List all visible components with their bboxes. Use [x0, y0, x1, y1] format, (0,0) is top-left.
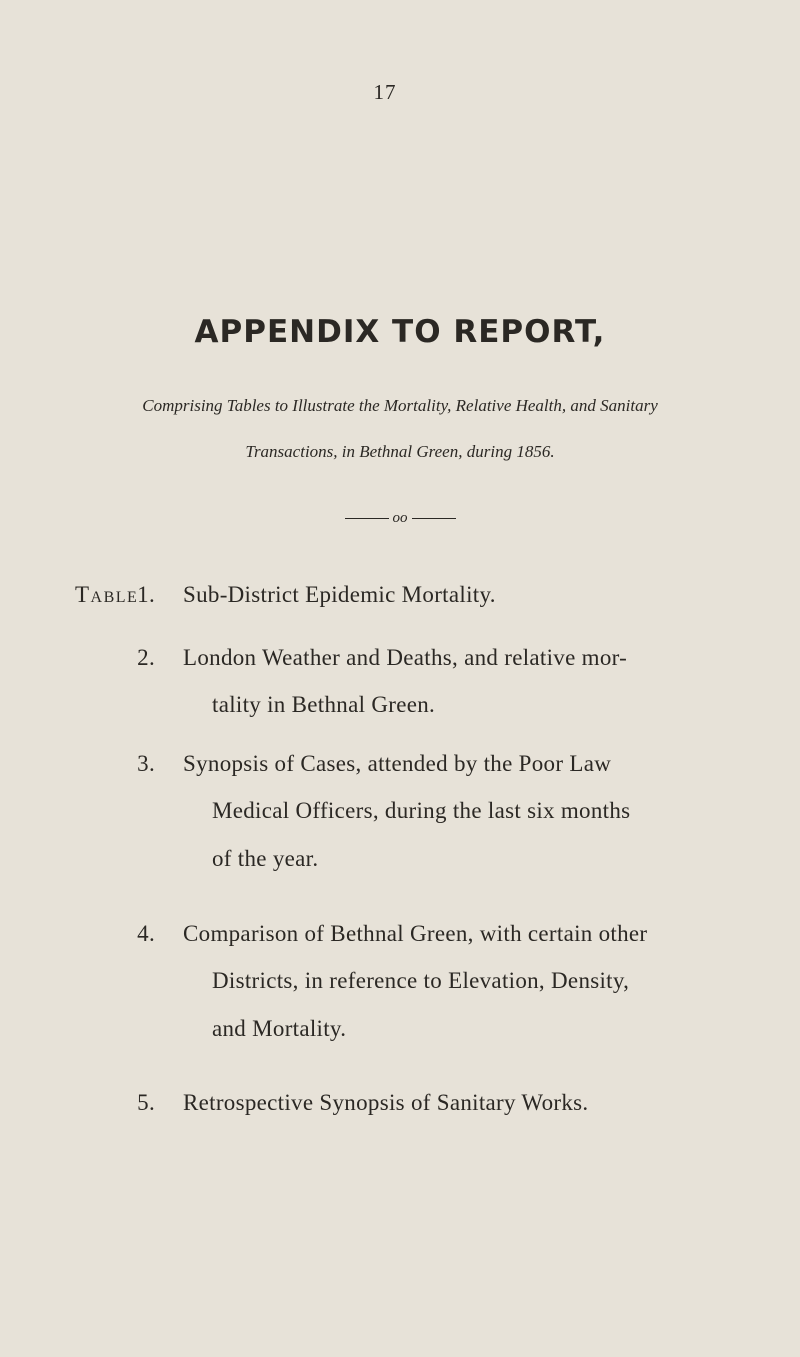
toc-item-text: Comparison of Bethnal Green, with certain other — [183, 921, 648, 946]
toc-item-number: 3. — [137, 751, 155, 776]
toc-item-text: of the year. — [212, 846, 319, 871]
ornament-text: oo — [392, 510, 408, 526]
toc-item-text: Districts, in reference to Elevation, Density, — [212, 968, 630, 993]
table-label: Table — [75, 582, 139, 607]
toc-item-number: 4. — [137, 921, 155, 946]
toc-item-text: Medical Officers, during the last six months — [212, 798, 631, 823]
page-title: APPENDIX TO REPORT, — [194, 314, 606, 350]
toc-item-text: Synopsis of Cases, attended by the Poor Law — [183, 751, 612, 776]
subtitle-line-2: Transactions, in Bethnal Green, during 1856. — [245, 442, 555, 461]
toc-item-number: 2. — [137, 645, 155, 670]
toc-item-text: Sub-District Epidemic Mortality. — [183, 582, 496, 607]
toc-item-number: 1. — [137, 582, 155, 607]
subtitle-line-1: Comprising Tables to Illustrate the Mortality, Relative Health, and Sanitary — [142, 396, 658, 415]
toc-item-text: Retrospective Synopsis of Sanitary Works. — [183, 1090, 589, 1115]
toc-item-text: tality in Bethnal Green. — [212, 692, 436, 717]
toc-item-number: 5. — [137, 1090, 155, 1115]
toc-item-text: and Mortality. — [212, 1016, 347, 1041]
page-number: 17 — [373, 80, 397, 104]
ornament-divider — [0, 510, 800, 527]
toc-item-text: London Weather and Deaths, and relative mor- — [183, 645, 628, 670]
